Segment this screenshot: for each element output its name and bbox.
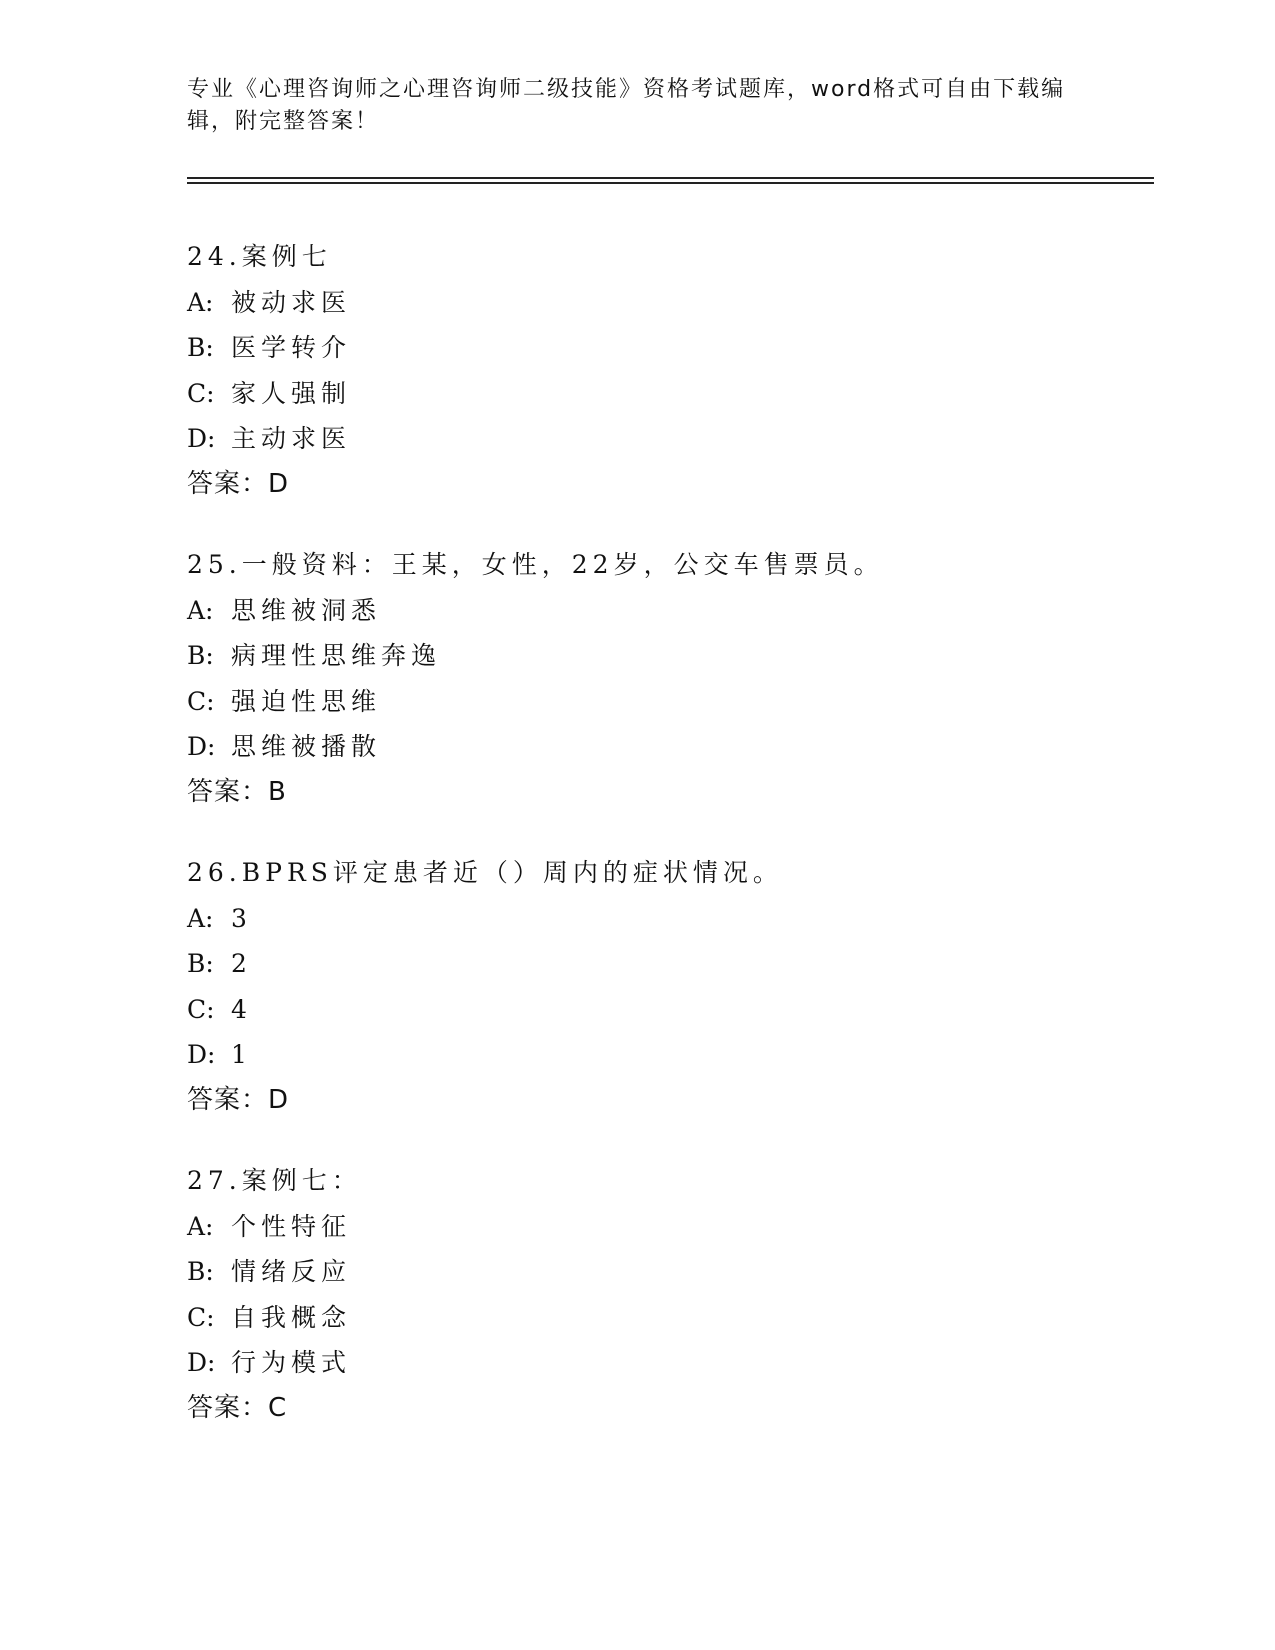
option-a [187, 280, 1147, 326]
answer-label: 答案： [187, 776, 269, 807]
option-text: 家人强制 [231, 378, 352, 408]
option-text: 医学转介 [231, 333, 352, 362]
option-letter: A: [187, 595, 214, 625]
option-c [187, 1295, 1147, 1341]
option-letter: A: [187, 1211, 214, 1241]
option-text: 3 [231, 903, 252, 933]
option-letter: D: [187, 424, 216, 453]
option-text: 情绪反应 [231, 1257, 352, 1286]
option-b [187, 633, 1147, 679]
option-text: 思维被洞悉 [231, 595, 382, 625]
option-letter: D: [187, 1040, 216, 1069]
question-stem: 24.案例七 [187, 242, 332, 271]
answer-value: B [268, 776, 287, 807]
answer-value: D [268, 1084, 290, 1115]
answer-label: 答案： [187, 1084, 269, 1115]
question-stem: 25.一般资料：王某，女性，22岁，公交车售票员。 [187, 550, 884, 579]
option-d [187, 416, 1147, 462]
option-letter: A: [187, 903, 214, 933]
document-header: 专业《心理咨询师之心理咨询师二级技能》资格考试题库，word格式可自由下载编辑，附完整答案！ [187, 77, 1066, 134]
question-stem: 27.案例七： [187, 1166, 362, 1195]
option-text: 个性特征 [231, 1211, 352, 1241]
option-text: 思维被播散 [231, 732, 382, 761]
option-letter: C: [187, 994, 215, 1024]
option-letter: D: [187, 732, 216, 761]
option-letter: B: [187, 333, 214, 362]
option-letter: A: [187, 287, 214, 317]
option-d [187, 1340, 1147, 1386]
option-a [187, 588, 1147, 634]
option-text: 1 [231, 1040, 252, 1069]
option-a [187, 896, 1147, 942]
option-text: 主动求医 [231, 424, 352, 453]
option-letter: B: [187, 641, 214, 670]
option-letter: C: [187, 686, 215, 716]
question-26 [187, 850, 1147, 1123]
option-a [187, 1204, 1147, 1250]
question-25 [187, 542, 1147, 815]
option-b [187, 325, 1147, 371]
option-text: 自我概念 [231, 1302, 352, 1332]
question-list [187, 234, 1147, 1466]
option-letter: D: [187, 1348, 216, 1377]
header-divider-bottom [187, 182, 1154, 184]
question-stem: 26.BPRS评定患者近（）周内的症状情况。 [187, 858, 783, 887]
option-c [187, 371, 1147, 417]
answer-line [187, 462, 1147, 508]
answer-line [187, 770, 1147, 816]
answer-label: 答案： [187, 468, 269, 499]
option-c [187, 987, 1147, 1033]
option-d [187, 1032, 1147, 1078]
option-letter: B: [187, 949, 214, 978]
option-letter: C: [187, 1302, 215, 1332]
option-b [187, 941, 1147, 987]
option-c [187, 679, 1147, 725]
option-text: 2 [231, 949, 252, 978]
option-text: 病理性思维奔逸 [231, 641, 442, 670]
answer-line [187, 1386, 1147, 1432]
answer-line [187, 1078, 1147, 1124]
option-letter: B: [187, 1257, 214, 1286]
option-d [187, 724, 1147, 770]
question-27 [187, 1158, 1147, 1431]
option-text: 行为模式 [231, 1348, 352, 1377]
answer-value: C [268, 1392, 288, 1423]
answer-value: D [268, 468, 290, 499]
header-divider-top [187, 177, 1154, 179]
option-text: 强迫性思维 [231, 686, 382, 716]
option-text: 4 [231, 994, 252, 1024]
option-letter: C: [187, 378, 215, 408]
answer-label: 答案： [187, 1392, 269, 1423]
option-text: 被动求医 [231, 287, 352, 317]
option-b [187, 1249, 1147, 1295]
question-24 [187, 234, 1147, 507]
